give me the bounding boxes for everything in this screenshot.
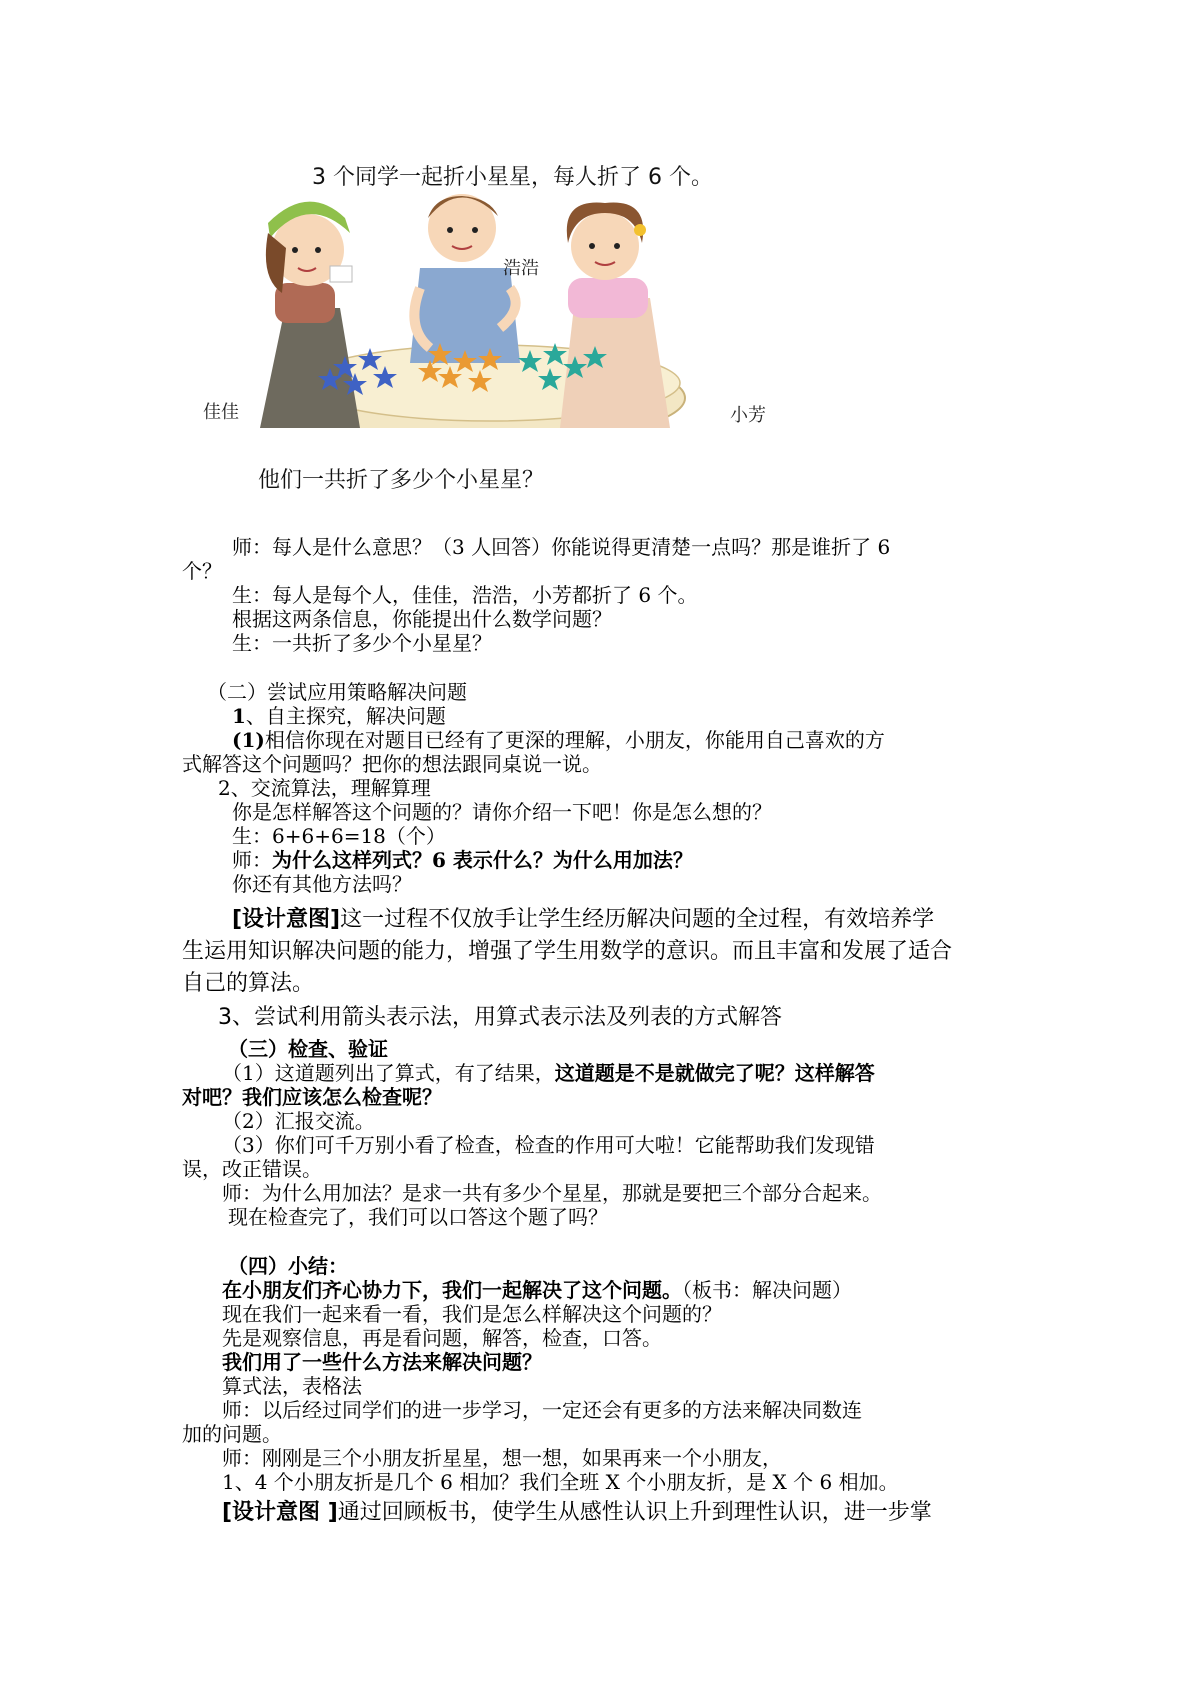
- figure-top-caption: 3 个同学一起折小星星，每人折了 6 个。: [312, 165, 713, 190]
- paragraph-line: 现在检查完了，我们可以口答这个题了吗？: [228, 1205, 608, 1229]
- paragraph-line: 师：每人是什么意思？（3 人回答）你能说得更清楚一点吗？那是谁折了 6: [232, 535, 891, 559]
- paragraph-line: 1、4 个小朋友折是几个 6 相加？我们全班 X 个小朋友折，是 X 个 6 相加。: [222, 1470, 899, 1494]
- name-label-jiajia: 佳佳: [203, 402, 239, 423]
- design-intent-text: 通过回顾板书，使学生从感性认识上升到理性认识，进一步掌: [337, 1500, 932, 1525]
- paragraph-line: 根据这两条信息，你能提出什么数学问题？: [232, 607, 612, 631]
- paragraph-line: 误，改正错误。: [182, 1157, 322, 1181]
- paragraph-line: 先是观察信息，再是看问题，解答，检查，口答。: [222, 1326, 662, 1350]
- design-intent-label: [设计意图 ]: [222, 1500, 338, 1525]
- item-text: 相信你现在对题目已经有了更深的理解，小朋友，你能用自己喜欢的方: [264, 728, 885, 752]
- paragraph-line: 个？: [182, 559, 222, 583]
- paragraph-line: 加的问题。: [182, 1422, 282, 1446]
- emphasis-text: 这道题是不是就做完了呢？这样解答: [554, 1061, 875, 1085]
- paragraph-line: 师：为什么用加法？是求一共有多少个星星，那就是要把三个部分合起来。: [222, 1181, 882, 1205]
- emphasis-text: 在小朋友们齐心协力下，我们一起解决了这个问题。: [222, 1278, 682, 1302]
- paragraph-line: 你还有其他方法吗？: [232, 872, 412, 896]
- paragraph-line: 生：每人是每个人，佳佳，浩浩，小芳都折了 6 个。: [232, 583, 698, 607]
- figure-question: 他们一共折了多少个小星星？: [258, 468, 545, 493]
- paragraph-line: 现在我们一起来看一看，我们是怎么样解决这个问题的？: [222, 1302, 722, 1326]
- subheading: [232, 704, 446, 728]
- paragraph-line: （2）汇报交流。: [222, 1109, 375, 1133]
- item-number: (1): [232, 728, 265, 752]
- section-heading: （四）小结：: [228, 1254, 348, 1278]
- children-folding-stars-illustration: [190, 188, 790, 428]
- design-intent-text: 这一过程不仅放手让学生经历解决问题的全过程，有效培养学: [340, 907, 935, 932]
- paragraph-line: [232, 848, 693, 872]
- paragraph-line: 我们用了一些什么方法来解决问题？: [222, 1350, 542, 1374]
- paragraph-line: 算式法，表格法: [222, 1374, 362, 1398]
- name-label-haohao: 浩浩: [503, 258, 539, 279]
- design-intent-label: [设计意图]: [232, 907, 341, 932]
- subheading-number: 1: [232, 704, 246, 728]
- emphasis-text: 为什么这样列式？6 表示什么？为什么用加法？: [272, 848, 693, 872]
- name-label-xiaofang: 小芳: [730, 405, 766, 426]
- design-intent-line: [222, 1498, 932, 1528]
- paragraph-line: 师：刚刚是三个小朋友折星星，想一想，如果再来一个小朋友，: [222, 1446, 782, 1470]
- paragraph-line: [222, 1278, 852, 1302]
- paragraph-line: [232, 728, 885, 752]
- design-intent-line: [232, 905, 934, 935]
- paragraph-line: 师：以后经过同学们的进一步学习，一定还会有更多的方法来解决同数连: [222, 1398, 862, 1422]
- subheading: 3、尝试利用箭头表示法，用算式表示法及列表的方式解答: [218, 1005, 782, 1030]
- paragraph-line: [222, 1061, 875, 1085]
- speaker-prefix: 师：: [232, 848, 272, 872]
- paragraph-line: 你是怎样解答这个问题的？请你介绍一下吧！你是怎么想的？: [232, 800, 772, 824]
- paragraph-line: 式解答这个问题吗？把你的想法跟同桌说一说。: [182, 752, 602, 776]
- paragraph-line: 生：6+6+6=18（个）: [232, 824, 446, 848]
- plain-text: （板书：解决问题）: [682, 1278, 852, 1302]
- plain-text: （1）这道题列出了算式，有了结果，: [222, 1061, 555, 1085]
- design-intent-line: 自己的算法。: [182, 971, 315, 996]
- subheading-text: 、自主探究，解决问题: [245, 704, 446, 728]
- paragraph-line: 对吧？我们应该怎么检查呢？: [182, 1085, 442, 1109]
- section-heading: （二）尝试应用策略解决问题: [207, 680, 467, 704]
- paragraph-line: （3）你们可千万别小看了检查，检查的作用可大啦！它能帮助我们发现错: [222, 1133, 875, 1157]
- paragraph-line: 生：一共折了多少个小星星？: [232, 631, 492, 655]
- design-intent-line: 生运用知识解决问题的能力，增强了学生用数学的意识。而且丰富和发展了适合: [182, 939, 953, 964]
- section-heading: （三）检查、验证: [228, 1037, 388, 1061]
- subheading: 2、交流算法，理解算理: [218, 776, 431, 800]
